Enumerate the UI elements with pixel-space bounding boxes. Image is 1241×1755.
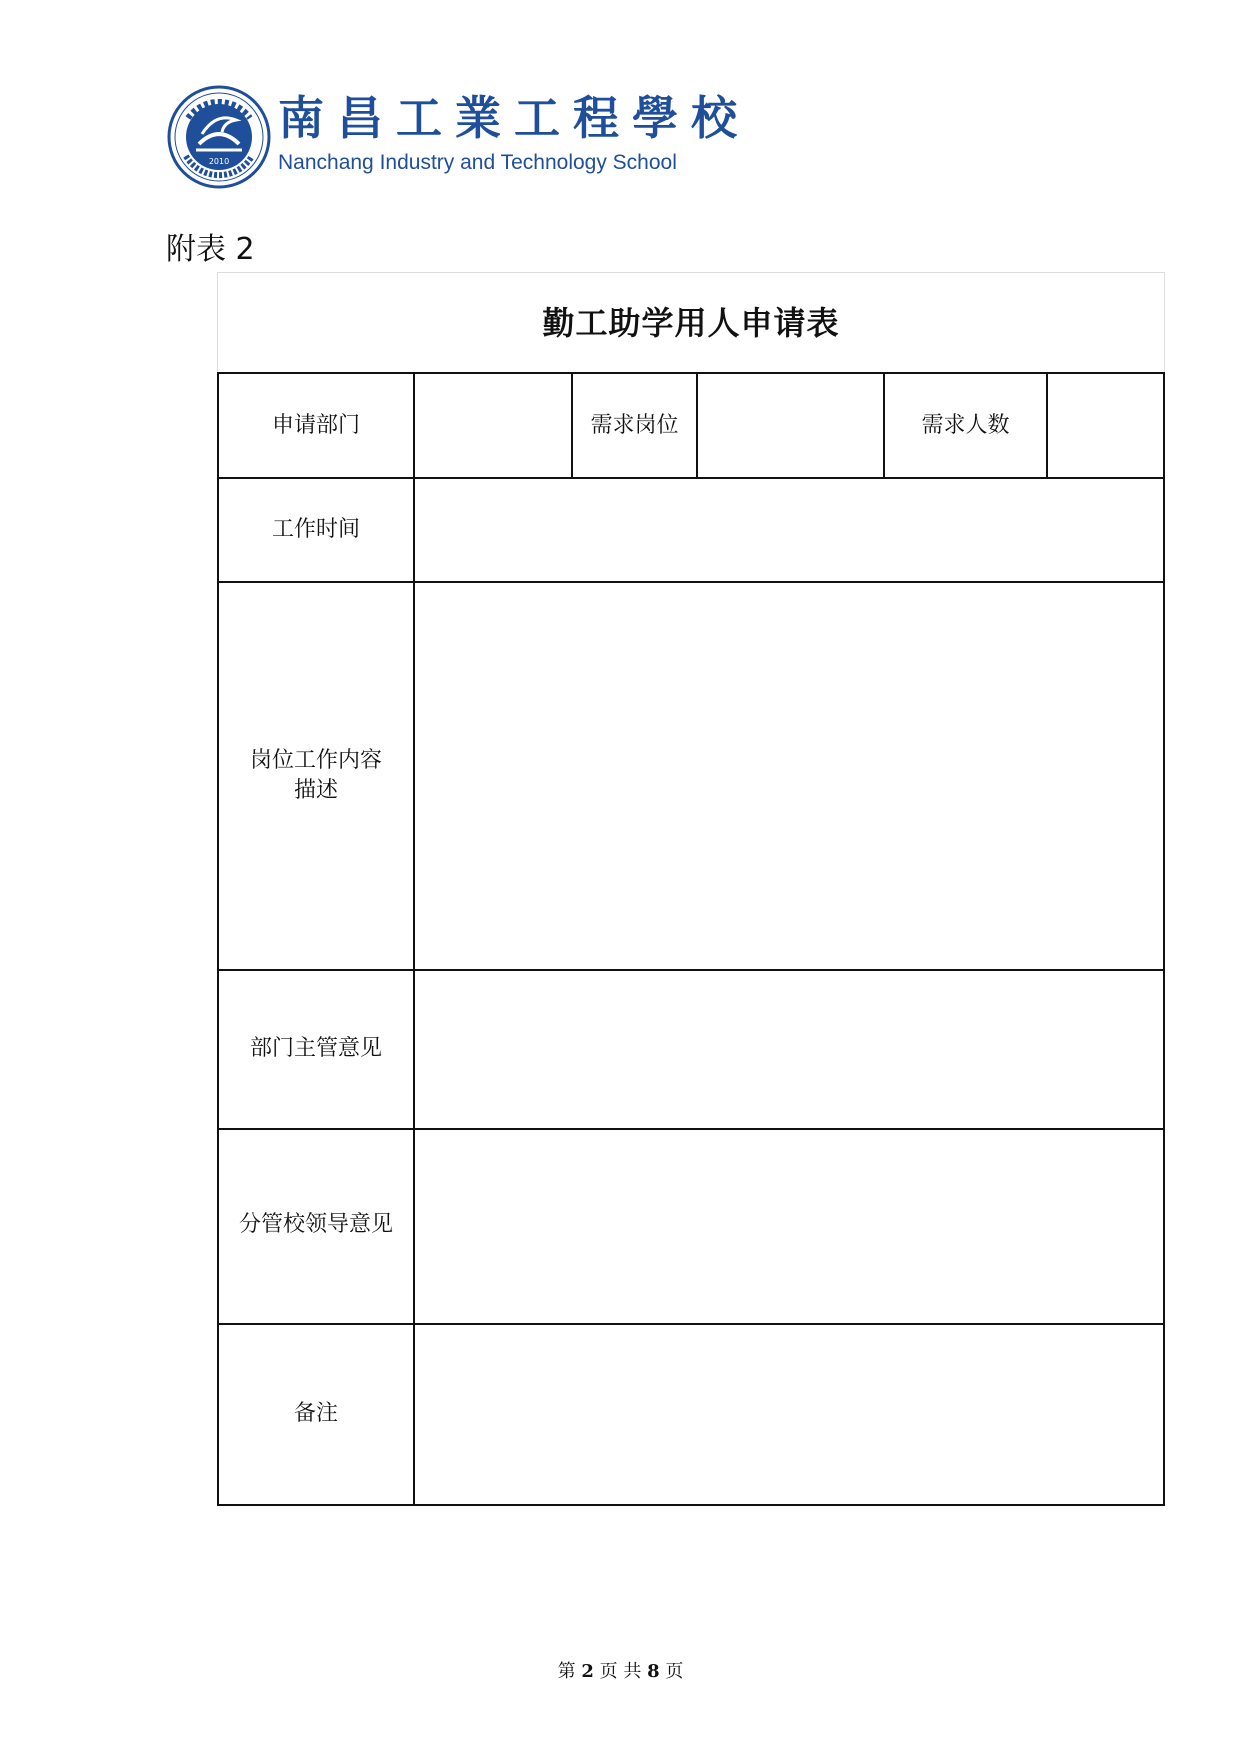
label-job-desc-line1: 岗位工作内容 [249,748,382,773]
field-position[interactable] [698,411,883,441]
school-name-en: Nanchang Industry and Technology School [278,151,677,174]
footer-total-pages: 8 [647,1661,660,1682]
field-department[interactable] [415,411,571,441]
attachment-label: 附表 2 [166,232,255,267]
label-work-time: 工作时间 [271,517,360,542]
table-border [1163,372,1165,1506]
school-name-cn: 南昌工業工程學校 [278,91,750,145]
footer-suffix: 页 [665,1661,684,1682]
emblem-year: 2010 [208,157,230,166]
table-border [217,372,1165,374]
label-school-leader: 分管校领导意见 [238,1212,393,1237]
label-job-desc-line2: 描述 [293,778,338,803]
footer-middle: 页 共 [599,1661,642,1682]
footer-page-number: 2 [581,1661,594,1682]
page-footer [0,1660,1241,1684]
school-emblem-icon [166,84,272,190]
label-headcount: 需求人数 [921,413,1010,438]
table-border [217,477,1165,479]
field-work-time[interactable] [415,515,1163,545]
field-job-desc[interactable] [415,583,1163,969]
label-department: 申请部门 [271,413,360,438]
application-form [217,272,1165,1510]
field-headcount[interactable] [1048,411,1163,441]
field-school-leader[interactable] [415,1130,1163,1323]
label-dept-supervisor: 部门主管意见 [249,1036,382,1061]
label-remarks: 备注 [293,1401,338,1426]
table-border [217,1504,1165,1506]
school-logo [166,84,750,192]
form-title-box [217,272,1165,373]
field-remarks[interactable] [415,1325,1163,1504]
label-position: 需求岗位 [590,413,679,438]
form-title: 勤工助学用人申请表 [542,304,840,342]
field-dept-supervisor[interactable] [415,971,1163,1128]
footer-prefix: 第 [557,1661,576,1682]
